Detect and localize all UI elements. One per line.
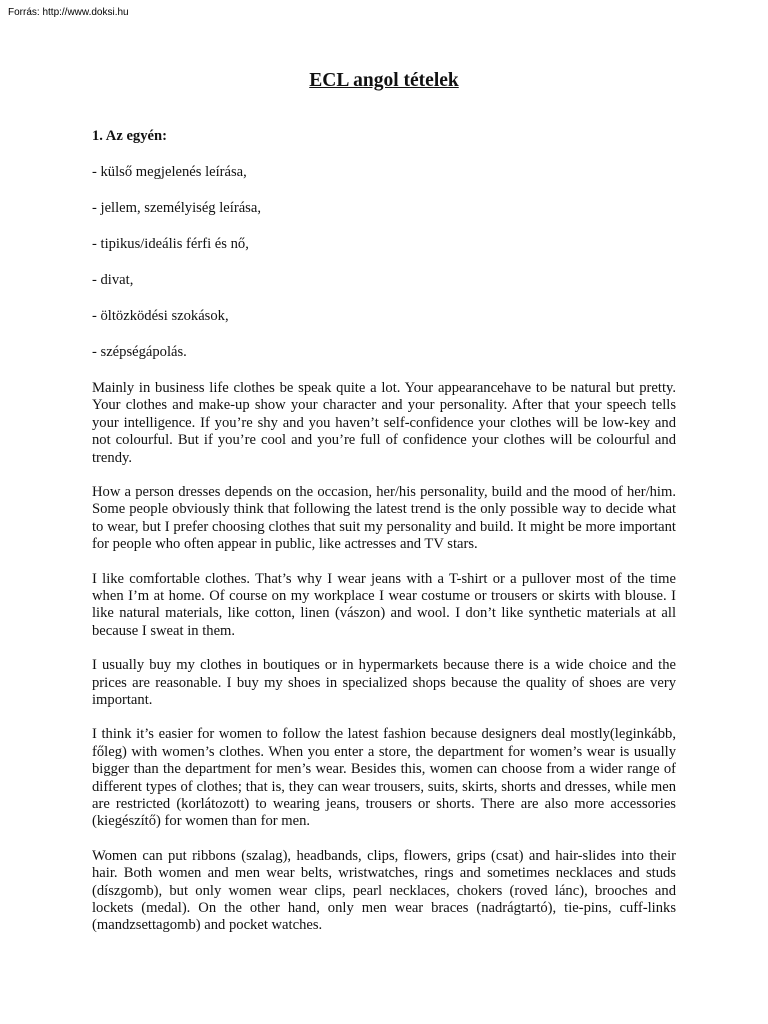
topic-item: - öltözködési szokások, xyxy=(92,307,229,324)
body-paragraph: I like comfortable clothes. That’s why I wear jeans with a T-shirt or a pullover most of the time when I’m at home. Of course on my workplace I wear costume or trousers or skirts with blouse. I like natural materials, like cotton, linen (vászon) and wool. I don’t like synthetic materials at all because I sweat in them. xyxy=(92,570,676,639)
source-url-line: Forrás: http://www.doksi.hu xyxy=(8,7,129,18)
topic-item: - szépségápolás. xyxy=(92,343,187,360)
body-paragraph: I usually buy my clothes in boutiques or in hypermarkets because there is a wide choice and the prices are reasonable. I buy my shoes in specialized shops because the quality of shoes are very important. xyxy=(92,657,676,708)
body-paragraph: Mainly in business life clothes be speak quite a lot. Your appearancehave to be natural but pretty. Your clothes and make-up show your character and your personality. After that your speech tells your intelligence. If you’re shy and you haven’t self-confidence your clothes will be low-key and not colourful. But if you’re cool and you’re full of confidence your clothes will be colourful and trendy. xyxy=(92,379,676,466)
topic-list xyxy=(92,164,676,361)
topic-item: - tipikus/ideális férfi és nő, xyxy=(92,235,249,252)
topic-item: - jellem, személyiség leírása, xyxy=(92,199,261,216)
document-title: ECL angol tételek xyxy=(309,70,459,91)
topic-item: - divat, xyxy=(92,271,134,288)
body-paragraph: Women can put ribbons (szalag), headbands, clips, flowers, grips (csat) and hair-slides into their hair. Both women and men wear belts, wristwatches, rings and sometimes necklaces and studs (díszgomb), but only women wear clips, pearl necklaces, chokers (roved lánc), brooches and lockets (medal). On the other hand, only men wear braces (nadrágtartó), tie-pins, cuff-links (mandzsettagomb) and pocket watches. xyxy=(92,847,676,934)
document-page xyxy=(92,68,676,952)
section-heading: 1. Az egyén: xyxy=(92,128,167,144)
body-paragraph: I think it’s easier for women to follow the latest fashion because designers deal mostly(leginkább, főleg) with women’s clothes. When you enter a store, the department for women’s wear is usually bigger than the department for men’s wear. Besides this, women can choose from a wider range of different types of clothes; that is, they can wear trousers, suits, skirts, shorts and dresses, while men are restricted (korlátozott) to wearing jeans, trousers or shorts. There are also more accessories (kiegészítő) for women than for men. xyxy=(92,726,676,830)
topic-item: - külső megjelenés leírása, xyxy=(92,163,247,180)
body-paragraph: How a person dresses depends on the occasion, her/his personality, build and the mood of her/him. Some people obviously think that following the latest trend is the only possible way to decide what to wear, but I prefer choosing clothes that suit my personality and build. It might be more important for people who often appear in public, like actresses and TV stars. xyxy=(92,483,676,553)
